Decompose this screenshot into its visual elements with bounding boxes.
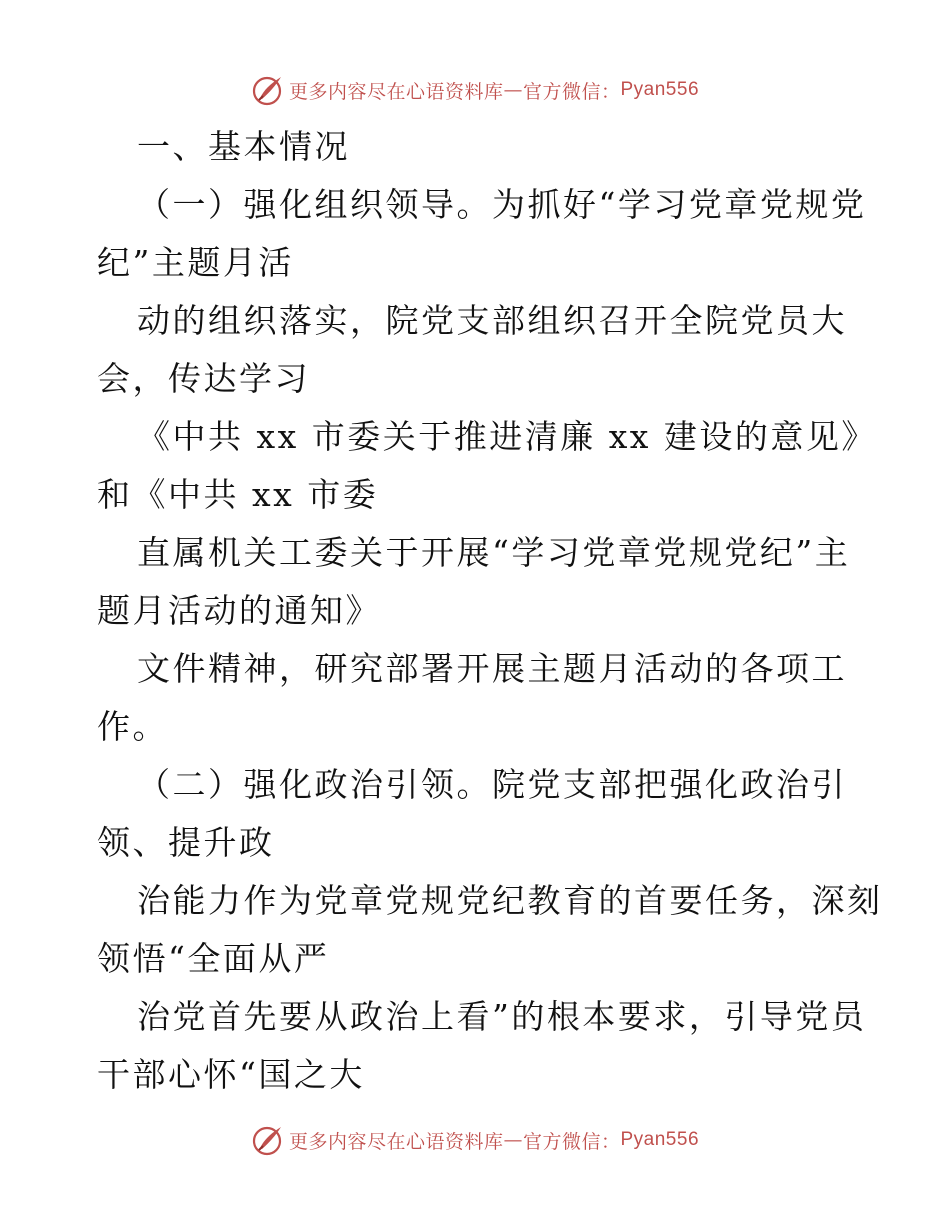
watermark-official-label: 官方微信： (522, 80, 621, 103)
paragraph-line: 纪”主题月活 (97, 243, 294, 282)
paragraph-line: 文件精神，研究部署开展主题月活动的各项工 (137, 649, 847, 688)
watermark-official-label: 官方微信： (522, 1130, 621, 1153)
watermark-separator: — (503, 79, 523, 101)
header-watermark (0, 70, 950, 110)
paragraph-line: （二）强化政治引领。院党支部把强化政治引 (137, 765, 847, 804)
paragraph-line: 《中共 xx 市委关于推进清廉 xx 建设的意见》 (137, 417, 877, 456)
paragraph-line: 干部心怀“国之大 (97, 1055, 365, 1094)
watermark-brand-text: 更多内容尽在心语资料库 (288, 80, 504, 103)
paragraph-line: 动的组织落实，院党支部组织召开全院党员大 (137, 301, 847, 340)
paragraph-line: 会，传达学习 (97, 359, 310, 398)
quill-pen-logo-icon (251, 1123, 285, 1157)
watermark-wechat-handle: Pyan556 (620, 1129, 700, 1150)
paragraph-line: 题月活动的通知》 (97, 591, 381, 630)
watermark-separator: — (503, 1129, 523, 1151)
paragraph-line: 治党首先要从政治上看”的根本要求，引导党员 (137, 997, 867, 1036)
watermark-wechat-handle: Pyan556 (620, 79, 700, 100)
paragraph-line: 领悟“全面从严 (97, 939, 330, 978)
quill-pen-logo-icon (251, 73, 285, 107)
section-heading: 一、基本情况 (137, 127, 350, 166)
watermark-brand-text: 更多内容尽在心语资料库 (288, 1130, 504, 1153)
paragraph-line: 治能力作为党章党规党纪教育的首要任务，深刻 (137, 881, 883, 920)
footer-watermark (0, 1120, 950, 1160)
paragraph-line: 作。 (97, 707, 168, 746)
paragraph-line: 领、提升政 (97, 823, 275, 862)
paragraph-line: 和《中共 xx 市委 (97, 475, 379, 514)
paragraph-line: （一）强化组织领导。为抓好“学习党章党规党 (137, 185, 867, 224)
paragraph-line: 直属机关工委关于开展“学习党章党规党纪”主 (137, 533, 851, 572)
